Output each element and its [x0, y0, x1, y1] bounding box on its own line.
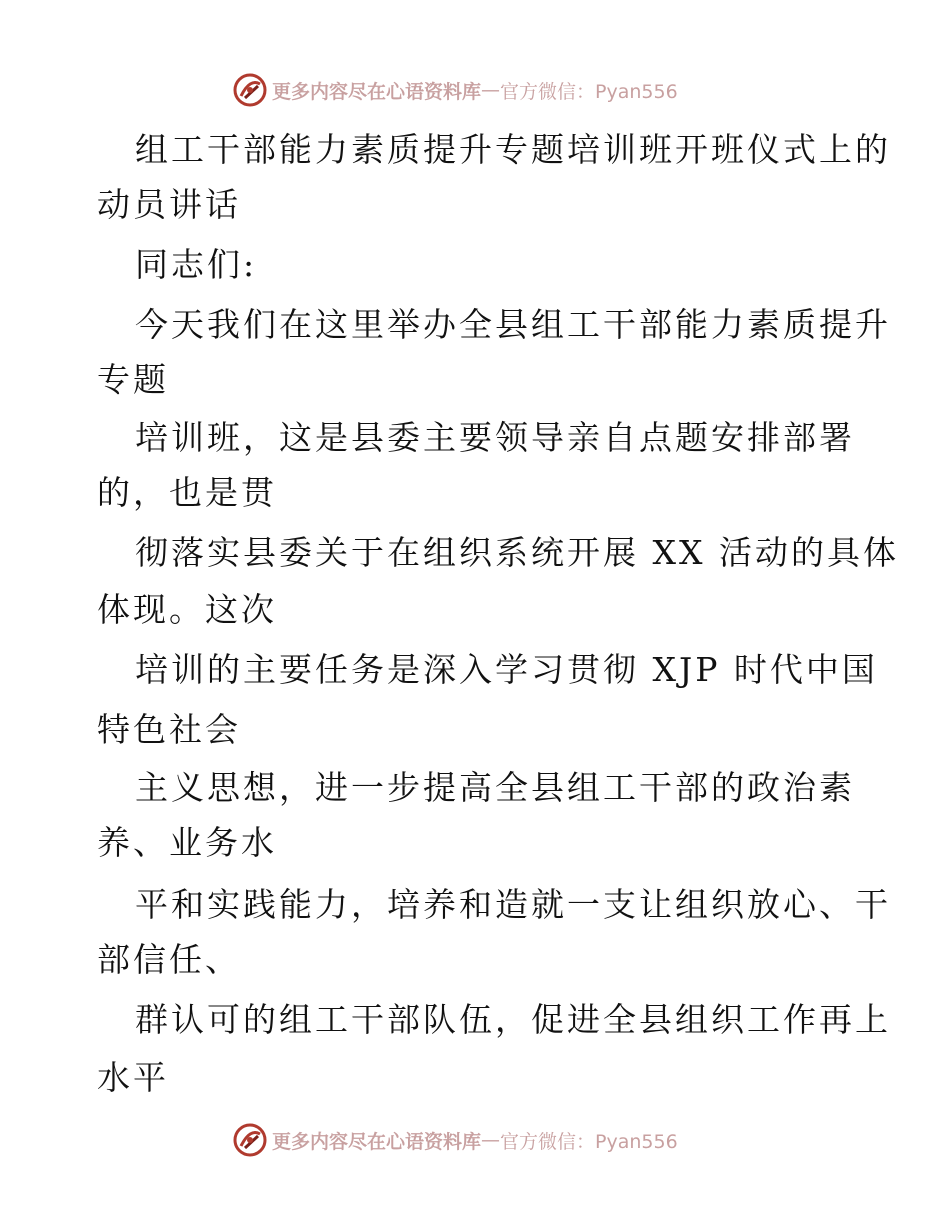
paragraph-line: 群认可的组工干部队伍，促进全县组织工作再上: [135, 1000, 891, 1039]
header-banner: [232, 70, 678, 110]
paragraph-line: 平和实践能力，培养和造就一支让组织放心、干: [135, 885, 891, 924]
footer-banner: [232, 1120, 678, 1160]
banner-wechat: 官方微信：Pyan556: [500, 1130, 678, 1153]
banner-wechat: 官方微信：Pyan556: [500, 80, 678, 103]
logo-icon: [232, 1122, 268, 1158]
paragraph-line: 养、业务水: [97, 823, 277, 862]
paragraph-line: 部信任、: [97, 940, 241, 979]
paragraph-line: 主义思想，进一步提高全县组工干部的政治素: [135, 768, 855, 807]
banner-separator: —: [481, 1129, 501, 1151]
paragraph-line: 水平: [97, 1058, 169, 1097]
paragraph-line: 体现。这次: [97, 590, 277, 629]
paragraph-line: 专题: [97, 360, 169, 399]
paragraph-line: 培训的主要任务是深入学习贯彻 XJP 时代中国: [135, 650, 878, 689]
banner-text: 更多内容尽在心语资料库: [272, 80, 482, 103]
paragraph-line: 的，也是贯: [97, 473, 277, 512]
salutation: 同志们:: [135, 245, 258, 284]
title-line-1: 组工干部能力素质提升专题培训班开班仪式上的: [135, 130, 891, 169]
paragraph-line: 特色社会: [97, 710, 241, 749]
banner-text: 更多内容尽在心语资料库: [272, 1130, 482, 1153]
paragraph-line: 培训班，这是县委主要领导亲自点题安排部署: [135, 418, 855, 457]
paragraph-line: 今天我们在这里举办全县组工干部能力素质提升: [135, 305, 891, 344]
title-line-2: 动员讲话: [97, 185, 241, 224]
banner-separator: —: [481, 79, 501, 101]
logo-icon: [232, 72, 268, 108]
paragraph-line: 彻落实县委关于在组织系统开展 XX 活动的具体: [135, 533, 899, 572]
